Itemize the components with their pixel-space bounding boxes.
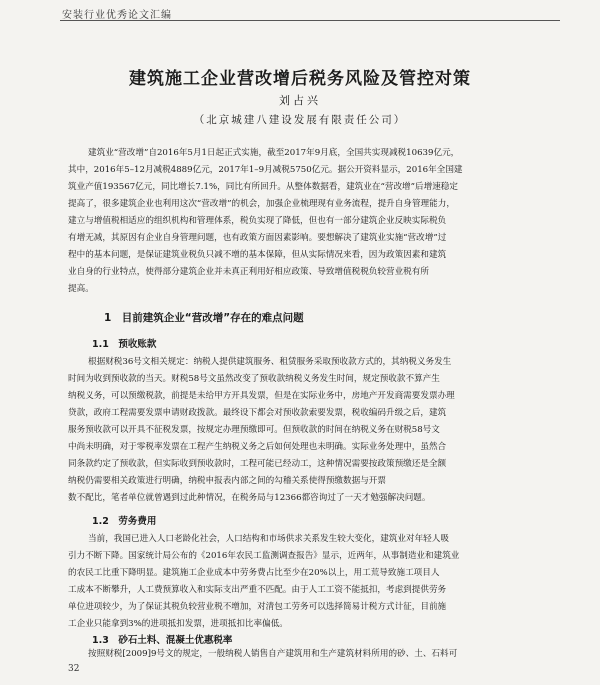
intro-line: 建筑业“营改增”自2016年5月1日起正式实施，截至2017年9月底，全国共实现减税10639亿元，	[88, 148, 460, 158]
body-line: 时间为收到预收款的当天。财税58号文虽然改变了预收款纳税义务发生时间，规定预收款不算产生	[68, 374, 440, 384]
subsection-heading: 1.1 预收账款	[92, 339, 157, 350]
subsection-heading: 1.3 砂石土料、混凝土优惠税率	[92, 635, 233, 646]
body-line: 纳税仍需要相关政策进行明确，纳税申报表内部之间的勾稽关系使得预缴数据与开票	[68, 476, 386, 486]
body-line: 中尚未明确，对于零税率发票在工程产生纳税义务之后如何处理也未明确。实际业务处理中，虽然合	[68, 442, 447, 452]
body-line: 服务预收款可以开具不征税发票，按规定办理预缴即可。但预收款的时间在纳税义务在财税58号文	[68, 425, 440, 435]
body-line: 同条款约定了预收款，但实际收到预收款时，工程可能已经动工，这种情况需要按政策预缴还是全额	[68, 459, 447, 469]
body-line: 工企业只能拿到3%的进项抵扣发票，进项抵扣比率偏低。	[68, 619, 288, 629]
body-line: 数不配比，笔者单位就曾遇到过此种情况，在税务局与12366都咨询过了一天才勉强解决问题。	[68, 493, 431, 503]
page-number: 32	[68, 664, 80, 674]
intro-line: 程中的基本问题，是保证建筑业税负只减不增的基本保障，但从实际情况来看，因为政策因素和建筑	[68, 250, 447, 260]
intro-line: 提高了，很多建筑企业也利用这次“营改增”的机会，加强企业梳理现有业务流程，提升自身管理能力，	[68, 199, 455, 209]
header-rule	[60, 20, 560, 21]
intro-line: 业自身的行业特点，使得部分建筑企业并未真正利用好相应政策、导致增值税税负较营业税有所	[68, 267, 429, 277]
body-line: 纳税义务，可以预缴税款，前提是未给甲方开具发票，但是在实际业务中，房地产开发商需要发票办理	[68, 391, 455, 401]
body-line: 工成本不断攀升，人工费预算收入和实际支出严重不匹配。由于人工工资不能抵扣，考虑到提供劳务	[68, 585, 447, 595]
body-line: 贷款，政府工程需要发票申请财政拨款。最终设下都会对预收款索要发票，税收编码升级之后，建筑	[68, 408, 447, 418]
body-line: 按照财税[2009]9号文的规定，一般纳税人销售自产建筑用和生产建筑材料所用的砂、土、石料可	[88, 649, 458, 659]
intro-line: 建立与增值税相适应的组织机构和管理体系，税负实现了降低，但也有一部分建筑企业反映实际税负	[68, 216, 447, 226]
affiliation: （北京城建八建设发展有限责任公司）	[193, 114, 407, 126]
author: 刘占兴	[279, 94, 321, 107]
intro-line: 有增无减，其原因有企业自身管理问题，也有政策方面因素影响。要想解决了建筑业实施“营改增”过	[68, 233, 447, 243]
article-title: 建筑施工企业营改增后税务风险及管控对策	[129, 69, 471, 89]
body-line: 单位进项较少，为了保证其税负较营业税不增加，对清包工劳务可以选择简易计税方式计征，目前施	[68, 602, 447, 612]
section-heading: 1 目前建筑企业“营改增”存在的难点问题	[104, 312, 304, 324]
body-line: 引力不断下降。国家统计局公布的《2016年农民工监测调查报告》显示，近两年，从事制造业和建筑业	[68, 551, 460, 561]
body-line: 根据财税36号文相关规定：纳税人提供建筑服务、租赁服务采取预收款方式的，其纳税义务发生	[88, 357, 452, 367]
body-line: 当前，我国已进入人口老龄化社会，人口结构和市场供求关系发生较大变化，建筑业对年轻人吸	[88, 534, 449, 544]
intro-line: 筑业产值193567亿元，同比增长7.1%，同比有所回升。从整体数据看，建筑业在“营改增”后增速稳定	[68, 182, 458, 192]
subsection-heading: 1.2 劳务费用	[92, 516, 157, 527]
intro-line: 其中，2016年5–12月减税4889亿元，2017年1–9月减税5750亿元。据公开资料显示，2016年全国建	[68, 165, 463, 175]
body-line: 的农民工比重下降明显。建筑施工企业成本中劳务费占比至少在20%以上，用工荒导致施工项目人	[68, 568, 440, 578]
intro-line: 提高。	[68, 284, 94, 294]
running-head: 安装行业优秀论文汇编	[62, 10, 172, 21]
